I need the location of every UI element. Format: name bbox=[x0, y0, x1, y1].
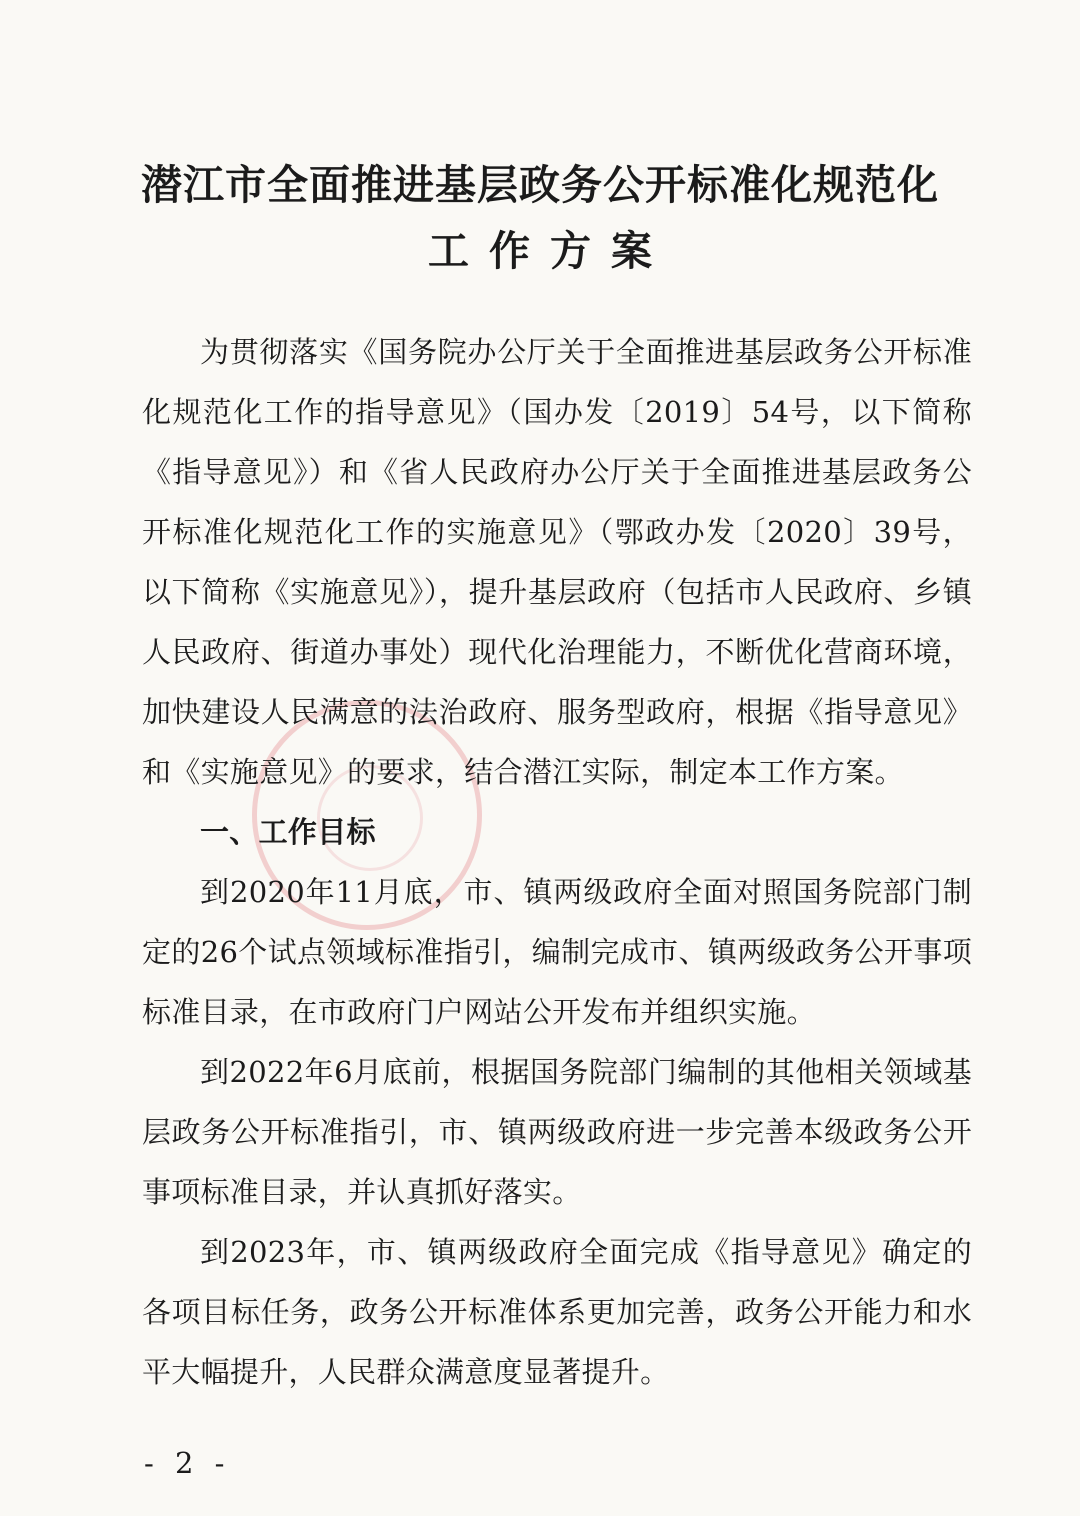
intro-paragraph: 为贯彻落实《国务院办公厅关于全面推进基层政务公开标准化规范化工作的指导意见》（国办发〔2019〕54号，以下简称《指导意见》）和《省人民政府办公厅关于全面推进基层政务公开标准化规范化工作的实施意见》（鄂政办发〔2020〕39号，以下简称《实施意见》），提升基层政府（包括市人民政府、乡镇人民政府、街道办事处）现代化治理能力，不断优化营商环境，加快建设人民满意的法治政府、服务型政府，根据《指导意见》和《实施意见》的要求，结合潜江实际，制定本工作方案。 bbox=[142, 335, 972, 789]
document-body bbox=[142, 322, 972, 1402]
goal-2023-paragraph: 到2023年，市、镇两级政府全面完成《指导意见》确定的各项目标任务，政务公开标准体系更加完善，政务公开能力和水平大幅提升，人民群众满意度显著提升。 bbox=[142, 1235, 972, 1389]
document-title-line-2: 工作方案 bbox=[428, 227, 672, 275]
goal-2022-paragraph: 到2022年6月底前，根据国务院部门编制的其他相关领域基层政务公开标准指引，市、镇两级政府进一步完善本级政务公开事项标准目录，并认真抓好落实。 bbox=[142, 1055, 972, 1209]
goal-2020-paragraph: 到2020年11月底，市、镇两级政府全面对照国务院部门制定的26个试点领域标准指引，编制完成市、镇两级政务公开事项标准目录，在市政府门户网站公开发布并组织实施。 bbox=[142, 875, 972, 1029]
section-heading-goals: 一、工作目标 bbox=[200, 815, 376, 849]
page-number: - 2 - bbox=[144, 1446, 231, 1480]
document-title-line-1: 潜江市全面推进基层政务公开标准化规范化 bbox=[141, 161, 939, 209]
